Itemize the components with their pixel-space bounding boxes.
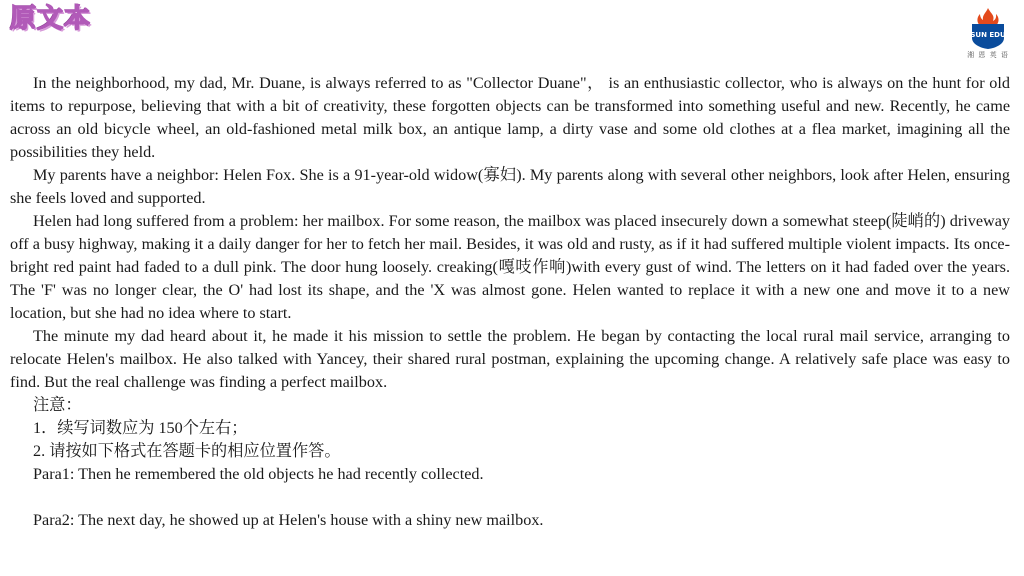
- paragraph-4: The minute my dad heard about it, he made it his mission to settle the problem. He began by contacting the local rural mail service, arranging to relocate Helen's mailbox. He also talked with Yancey, their shared rural postman, explaining the upcoming change. A relatively safe place was easy to find. But the real challenge was finding a perfect mailbox.: [10, 327, 1010, 391]
- badge-text: SUN EDU: [970, 31, 1006, 39]
- notes-item-1: 1．续写词数应为 150个左右；: [33, 419, 248, 437]
- para2-prompt: Para2: The next day, he showed up at Helen's house with a shiny new mailbox.: [33, 511, 544, 529]
- paragraph-3: Helen had long suffered from a problem: her mailbox. For some reason, the mailbox was placed insecurely down a somewhat steep(陡峭的) driveway off a busy highway, making it a daily danger for her to fetch her mail. Besides, it was old and rusty, as if it had suffered multiple violent impacts. Its once-bright red paint had faded to a dull pink. The door hung loosely. creaking(嘎吱作响)with every gust of wind. The letters on it had faded over the years. The 'F' was no longer clear, the O' had lost its shape, and the 'X was almost gone. Helen wanted to replace it with a new one and move it to a new location, but she had no idea where to start.: [10, 212, 1010, 322]
- para1-prompt: Para1: Then he remembered the old objects he had recently collected.: [33, 465, 484, 483]
- slide-title: 原文本: [10, 4, 92, 34]
- brand-text: 湘 恩 英 语: [967, 51, 1009, 59]
- paragraph-1: In the neighborhood, my dad, Mr. Duane, is always referred to as "Collector Duane"， is an enthusiastic collector, who is always on the hunt for old items to repurpose, believing that with a bit of creativity, these forgotten objects can be transformed into something useful and new. Recently, he came across an old bicycle wheel, an old-fashioned metal milk box, an antique lamp, a dirty vase and some old clothes at a flea market, imagining all the possibilities they held.: [10, 74, 1010, 161]
- flame-shape: [977, 8, 998, 26]
- notes-item-2: 2. 请按如下格式在答题卡的相应位置作答。: [33, 442, 341, 460]
- passage: [10, 72, 1010, 532]
- brand-logo: [962, 6, 1014, 62]
- flame-badge-icon: [962, 6, 1014, 50]
- paragraph-2: My parents have a neighbor: Helen Fox. She is a 91-year-old widow(寡妇). My parents along with several other neighbors, look after Helen, ensuring she feels loved and supported.: [10, 166, 1010, 207]
- blank-line: [10, 486, 1010, 509]
- notes-heading: 注意：: [33, 396, 82, 414]
